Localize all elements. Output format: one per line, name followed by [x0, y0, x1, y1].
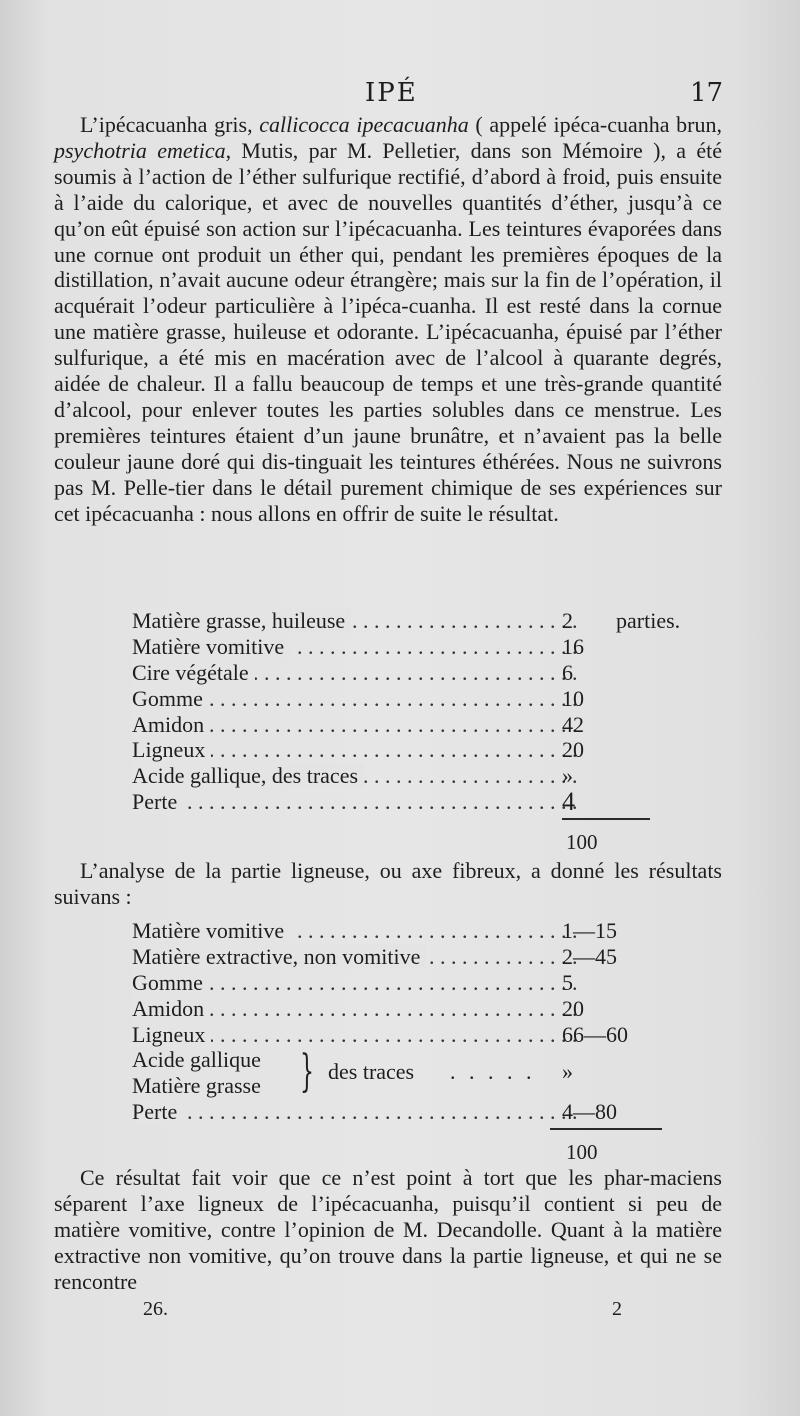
table-row — [132, 634, 722, 660]
species-name-1: callicocca ipecacuanha — [259, 112, 469, 137]
table-row — [132, 712, 722, 738]
table-row — [132, 1022, 722, 1048]
row-label: Amidon — [132, 712, 210, 737]
row-unit: parties. — [616, 608, 681, 633]
row-value: 16 — [562, 633, 584, 659]
row-value: 5 — [562, 969, 573, 995]
row-value: 2 — [562, 608, 573, 633]
sum-rule — [550, 1128, 662, 1130]
table-row — [132, 1099, 722, 1125]
paragraph-1-rest: , Mutis, par M. Pelletier, dans son Mémoire ), a été soumis à l’action de l’éther sulfurique rectifié, d’abord à froid, puis ensuite à l’aide du calorique, et avec de nouvelles quantités d’éther, jusqu’à ce qu’on eût épuisé son action sur l’ipécacuanha. Les teintures évaporées dans une cornue ont produit un éther qui, pendant les premières époques de la distillation, n’avait aucune odeur étrangère; mais sur la fin de l’opération, il acquérait l’odeur particulière à l’ipéca-cuanha. Il est resté dans la cornue une matière grasse, huileuse et odorante. L’ipécacuanha, épuisé par l’éther sulfurique, a été mis en macération avec de l’alcool à quarante degrés, aidée de chaleur. Il a fallu beaucoup de temps et une très-grande quantité d’alcool, pour enlever toutes les parties solubles dans ce menstrue. Les premières teintures étaient d’un jaune brunâtre, et n’avaient pas la belle couleur jaune doré qui dis-tinguait les teintures éthérées. Nous ne suivrons pas M. Pelle-tier dans le détail purement chimique de ses expériences sur cet ipécacuanha : nous allons en offrir de suite le résultat. — [54, 137, 722, 526]
species-name-2: psychotria emetica — [54, 137, 226, 163]
table-row — [132, 737, 722, 763]
row-value: 1—15 — [562, 918, 617, 943]
paragraph-2-text: L’analyse de la partie ligneuse, ou axe fibreux, a donné les résultats suivans : — [54, 858, 722, 909]
row-label: Gomme — [132, 970, 209, 995]
table-row — [132, 763, 722, 789]
page-footer — [0, 1298, 800, 1328]
paragraph-2 — [54, 858, 722, 910]
table-row — [132, 686, 722, 712]
paragraph-3 — [54, 1165, 722, 1295]
page-header — [0, 78, 800, 112]
row-label: Ligneux — [132, 737, 211, 762]
brace-item-1: Acide gallique — [132, 1047, 261, 1073]
row-label: Matière vomitive — [132, 918, 290, 943]
composition-table-1 — [132, 608, 722, 854]
paragraph-1-part-2: ( appelé ipéca-cuanha brun, — [468, 112, 722, 137]
row-value: 4—80 — [562, 1099, 617, 1125]
row-label: Amidon — [132, 996, 210, 1021]
row-label: Gomme — [132, 686, 209, 711]
row-label: Perte — [132, 789, 183, 814]
row-value: 20 — [562, 737, 584, 763]
leader-dots: . . . . . — [450, 1059, 536, 1085]
row-value: 66—60 — [562, 1021, 628, 1047]
row-label: Matière vomitive — [132, 634, 290, 659]
sum-rule — [562, 818, 650, 820]
row-value: 4 — [562, 787, 575, 817]
table-total: 100 — [566, 830, 598, 854]
paragraph-3-text: Ce résultat fait voir que ce n’est point à tort que les phar-maciens séparent l’axe ligneux de l’ipécacuanha, puisqu’il contient si peu de matière vomitive, contre l’opinion de M. Decandolle. Quant à la matière extractive non vomitive, qu’on trouve dans la partie ligneuse, et qui ne se rencontre — [54, 1165, 722, 1294]
running-title: IPÉ — [365, 78, 418, 108]
row-value: 2—45 — [562, 943, 617, 969]
row-label: Acide gallique, des traces — [132, 763, 364, 788]
row-value: » — [562, 763, 573, 789]
brace-row — [132, 1047, 722, 1099]
row-value: 6 — [562, 659, 573, 685]
row-label: Matière extractive, non vomitive — [132, 944, 426, 969]
page-number: 17 — [690, 78, 724, 108]
table-row — [132, 789, 722, 815]
table-row — [132, 918, 722, 944]
row-label: Cire végétale — [132, 660, 255, 685]
paragraph-1 — [54, 112, 722, 527]
curly-brace-icon: } — [300, 1046, 314, 1098]
table-row — [132, 970, 722, 996]
table-row — [132, 944, 722, 970]
paragraph-1-start: L’ipécacuanha gris, — [80, 112, 260, 137]
brace-value: » — [562, 1059, 573, 1085]
row-label: Ligneux — [132, 1022, 211, 1047]
table-row — [132, 660, 722, 686]
table-row — [132, 608, 722, 634]
row-label: Matière grasse, huileuse — [132, 608, 351, 633]
table-total: 100 — [566, 1140, 598, 1164]
row-value: 42 — [562, 711, 584, 737]
composition-table-2 — [132, 918, 722, 1164]
brace-item-2: Matière grasse — [132, 1073, 261, 1099]
signature-mark: 26. — [143, 1298, 168, 1320]
table-row — [132, 996, 722, 1022]
row-value: 10 — [562, 685, 584, 711]
row-label: Perte — [132, 1099, 183, 1124]
brace-label: des traces — [328, 1059, 415, 1085]
row-value: 20 — [562, 995, 584, 1021]
signature-number: 2 — [612, 1298, 622, 1320]
